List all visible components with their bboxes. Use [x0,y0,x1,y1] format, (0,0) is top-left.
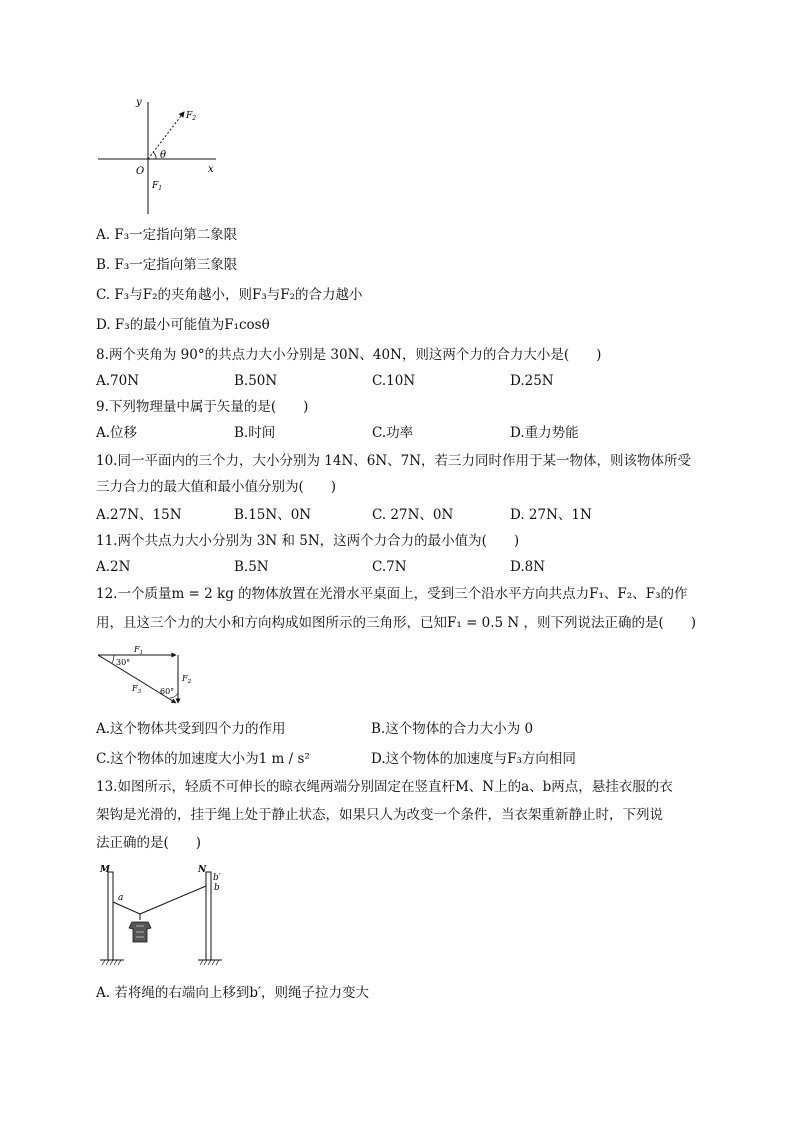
q10-option-c: C. 27N、0N [372,507,454,523]
q11-option-b: B.5N [234,559,269,575]
q9-stem: 9.下列物理量中属于矢量的是( ) [96,399,309,415]
q9-option-b: B.时间 [234,425,276,441]
q10-stem-line1: 10.同一平面内的三个力，大小分别为 14N、6N、7N，若三力同时作用于某一物体，则该物体所受 [96,453,692,469]
pole-m-label: M [100,865,110,875]
f2-label: $F_2$ [182,674,192,685]
q8-option-d: D.25N [510,373,554,389]
angle-60-label: 60° [160,687,175,696]
q8-stem: 8.两个夹角为 90°的共点力大小分别是 30N、40N，则这两个力的合力大小是( ) [96,347,602,363]
point-b-label: b [214,883,220,893]
theta-arc [153,152,156,159]
q10-option-d: D. 27N、1N [510,507,592,523]
q13-stem-line2: 架钩是光滑的，挂于绳上处于静止状态，如果只人为改变一个条件，当衣架重新静止时，下列说 [96,807,663,823]
q12-stem-line2: 用，且这三个力的大小和方向构成如图所示的三角形，已知F₁ = 0.5 N ，则下列说法正确的是( ) [96,615,697,631]
pole-m [108,872,113,960]
q8-option-a: A.70N [96,373,140,389]
f3-label: $F_3$ [132,684,142,695]
q8-option-b: B.50N [234,373,278,389]
rope-right [140,886,206,914]
f1-label: $F_1$ [134,645,144,656]
q9-option-c: C.功率 [372,425,414,441]
point-a-label: a [118,893,124,903]
pole-n-label: N [198,865,207,875]
angle-30-label: 30° [116,658,131,667]
q10-option-b: B.15N、0N [234,507,312,523]
q9-option-a: A.位移 [96,425,138,441]
pole-n [206,872,211,960]
theta-label: θ [160,150,167,161]
q12-option-a: A.这个物体共受到四个力的作用 [96,721,286,737]
f2-label: $F_2$ [186,111,197,122]
q11-stem: 11.两个共点力大小分别为 3N 和 5N，这两个力合力的最小值为( ) [96,533,520,549]
y-label: y [136,97,142,108]
origin-label: O [136,166,145,177]
q11-option-d: D.8N [510,559,546,575]
rope-left [113,902,140,914]
q13-option-a: A. 若将绳的右端向上移到b′，则绳子拉力变大 [96,985,370,1001]
q9-option-d: D.重力势能 [510,425,579,441]
q11-option-a: A.2N [96,559,131,575]
force-triangle-figure [92,643,202,709]
q11-option-c: C.7N [372,559,407,575]
q12-stem-line1: 12.一个质量m = 2 kg 的物体放置在光滑水平桌面上，受到三个沿水平方向共点力F₁、F₂、F₃的作 [96,586,688,602]
f1-label: $F_1$ [152,181,163,192]
x-label: x [208,164,214,175]
q10-stem-line2: 三力合力的最大值和最小值分别为( ) [96,479,337,495]
q13-stem-line3: 法正确的是( ) [96,835,202,851]
force-axes-figure [90,92,230,220]
q12-option-b: B.这个物体的合力大小为 0 [371,721,534,737]
q12-option-d: D.这个物体的加速度与F₃方向相同 [371,751,576,767]
q7-option-b: B. F₃一定指向第三象限 [96,257,238,273]
clothesline-figure [96,862,232,970]
q8-option-c: C.10N [372,373,416,389]
q7-option-c: C. F₃与F₂的夹角越小，则F₃与F₂的合力越小 [96,287,363,303]
q13-stem-line1: 13.如图所示，轻质不可伸长的晾衣绳两端分别固定在竖直杆M、N上的a、b两点，悬挂衣服的衣 [96,779,673,795]
q7-option-a: A. F₃一定指向第二象限 [96,227,238,243]
q7-option-d: D. F₃的最小可能值为F₁cosθ [96,317,270,333]
q12-option-c: C.这个物体的加速度大小为1 m / s² [96,751,310,767]
point-b-prime-label: b′ [213,873,221,883]
q10-option-a: A.27N、15N [96,507,182,523]
